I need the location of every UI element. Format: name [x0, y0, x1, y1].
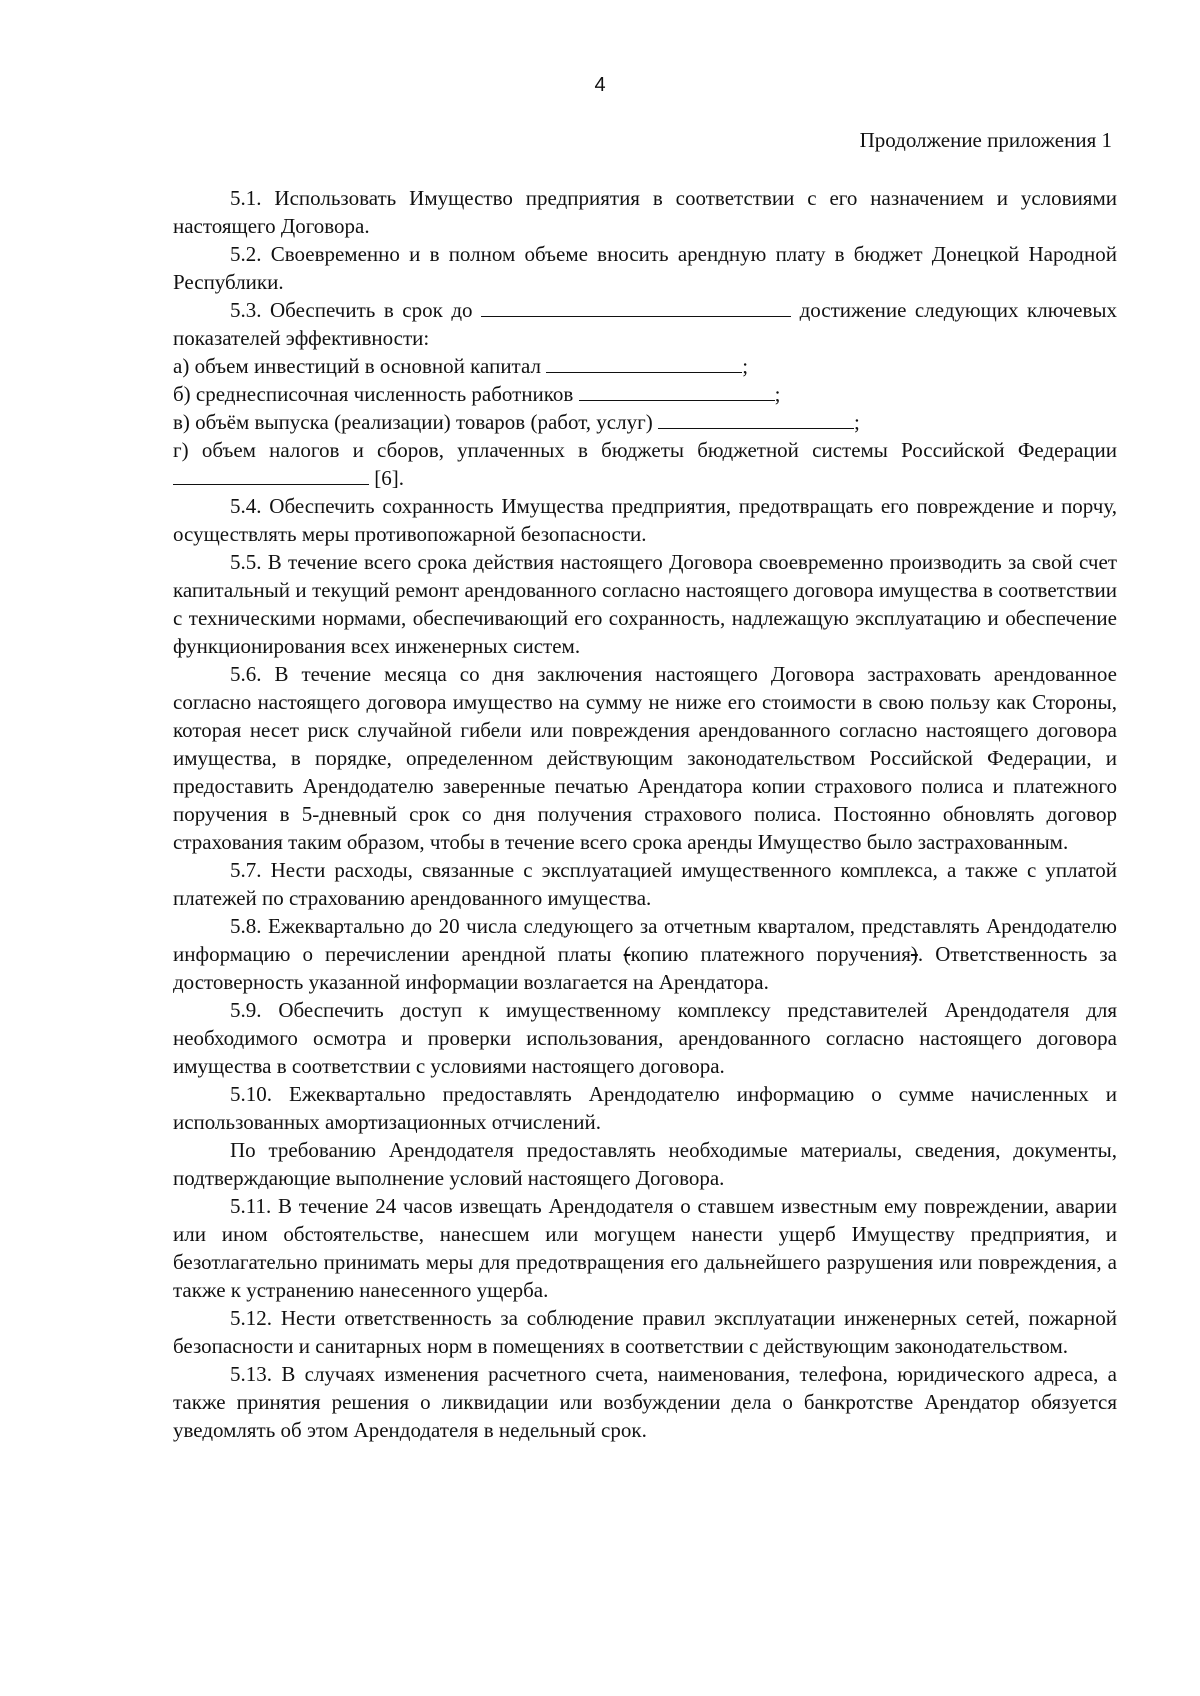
indicator-b-text: б) среднесписочная численность работников: [173, 382, 574, 406]
indicator-a-text: а) объем инвестиций в основной капитал: [173, 354, 541, 378]
indicator-d-text: г) объем налогов и сборов, уплаченных в бюджеты бюджетной системы Российской Федерации: [173, 438, 1117, 462]
indicator-c-semicolon: ;: [853, 410, 860, 434]
taxes-blank-field[interactable]: [173, 465, 369, 485]
clause-5-8-middle: копию платежного поручения: [630, 942, 911, 966]
clause-5-10-extra: По требованию Арендодателя предоставлять необходимые материалы, сведения, документы, подтверждающие выполнение условий настоящего Договора.: [173, 1138, 1117, 1190]
clause-5-5: 5.5. В течение всего срока действия настоящего Договора своевременно производить за свой счет капитальный и текущий ремонт арендованного согласно настоящего договора имущества в соответствии с техническими нормами, обеспечивающий его сохранность, надлежащую эксплуатацию и обеспечение функционирования всех инженерных систем.: [173, 550, 1117, 658]
indicator-c: [173, 408, 1117, 436]
clause-5-8-start: 5.8. Ежеквартально до 20 числа следующего за отчетным кварталом, представлять Арендодателю информацию о перечислении арендной платы: [173, 914, 1117, 966]
struck-close-paren: ): [910, 942, 918, 966]
deadline-blank-field[interactable]: [481, 297, 791, 317]
indicator-c-text: в) объём выпуска (реализации) товаров (работ, услуг): [173, 410, 653, 434]
clause-5-8-end: . Ответственность за достоверность указанной информации возлагается на Арендатора.: [173, 942, 1117, 994]
clause-5-3: [173, 296, 1117, 352]
indicator-d-reference: [6].: [374, 466, 404, 490]
clause-5-3-end: достижение следующих ключевых показателей эффективности:: [173, 298, 1118, 350]
investment-blank-field[interactable]: [546, 353, 742, 373]
clause-5-13: 5.13. В случаях изменения расчетного счета, наименования, телефона, юридического адреса, а также принятия решения о ликвидации или возбуждении дела о банкротстве Арендатор обязуется уведомлять об этом Арендодателя в недельный срок.: [173, 1362, 1117, 1442]
clause-5-11: 5.11. В течение 24 часов извещать Арендодателя о ставшем известным ему повреждении, аварии или ином обстоятельстве, нанесшем или могущем нанести ущерб Имуществу предприятия, и безотлагательно принимать меры для предотвращения его дальнейшего разрушения или повреждения, а также к устранению нанесенного ущерба.: [173, 1194, 1117, 1302]
struck-open-paren: (: [623, 942, 631, 966]
indicator-b: [173, 380, 1117, 408]
clause-5-3-start: 5.3. Обеспечить в срок до: [230, 298, 473, 322]
clause-5-4: 5.4. Обеспечить сохранность Имущества предприятия, предотвращать его повреждение и порчу, осуществлять меры противопожарной безопасности.: [173, 494, 1117, 546]
clause-5-8: [173, 912, 1117, 996]
clause-5-6: 5.6. В течение месяца со дня заключения настоящего Договора застраховать арендованное согласно настоящего договора имущество на сумму не ниже его стоимости в свою пользу как Стороны, которая несет риск случайной гибели или повреждения арендованного согласно настоящего договора имущества, в порядке, определенном действующим законодательством Российской Федерации, и предоставить Арендодателю заверенные печатью Арендатора копии страхового полиса и платежного поручения в 5-дневный срок со дня получения страхового полиса. Постоянно обновлять договор страхования таким образом, чтобы в течение всего срока аренды Имущество было застрахованным.: [173, 662, 1117, 854]
clause-5-2: 5.2. Своевременно и в полном объеме вносить арендную плату в бюджет Донецкой Народной Республики.: [173, 242, 1117, 294]
clause-5-12: 5.12. Нести ответственность за соблюдение правил эксплуатации инженерных сетей, пожарной безопасности и санитарных норм в помещениях в соответствии с действующим законодательством.: [173, 1306, 1117, 1358]
appendix-continuation-label: Продолжение приложения 1: [859, 128, 1112, 152]
page-number: 4: [594, 74, 606, 96]
indicator-a: [173, 352, 1117, 380]
clause-5-7: 5.7. Нести расходы, связанные с эксплуатацией имущественного комплекса, а также с уплатой платежей по страхованию арендованного имущества.: [173, 858, 1117, 910]
clause-5-1: 5.1. Использовать Имущество предприятия в соответствии с его назначением и условиями настоящего Договора.: [173, 186, 1117, 238]
contract-clauses: [173, 184, 1117, 1444]
indicator-b-semicolon: ;: [774, 382, 781, 406]
clause-5-10: 5.10. Ежеквартально предоставлять Арендодателю информацию о сумме начисленных и использованных амортизационных отчислений.: [173, 1082, 1117, 1134]
output-blank-field[interactable]: [658, 409, 854, 429]
employees-blank-field[interactable]: [579, 381, 775, 401]
indicator-d: [173, 436, 1117, 492]
indicator-a-semicolon: ;: [742, 354, 749, 378]
clause-5-9: 5.9. Обеспечить доступ к имущественному комплексу представителей Арендодателя для необходимого осмотра и проверки использования, арендованного согласно настоящего договора имущества в соответствии с условиями настоящего договора.: [173, 998, 1117, 1078]
